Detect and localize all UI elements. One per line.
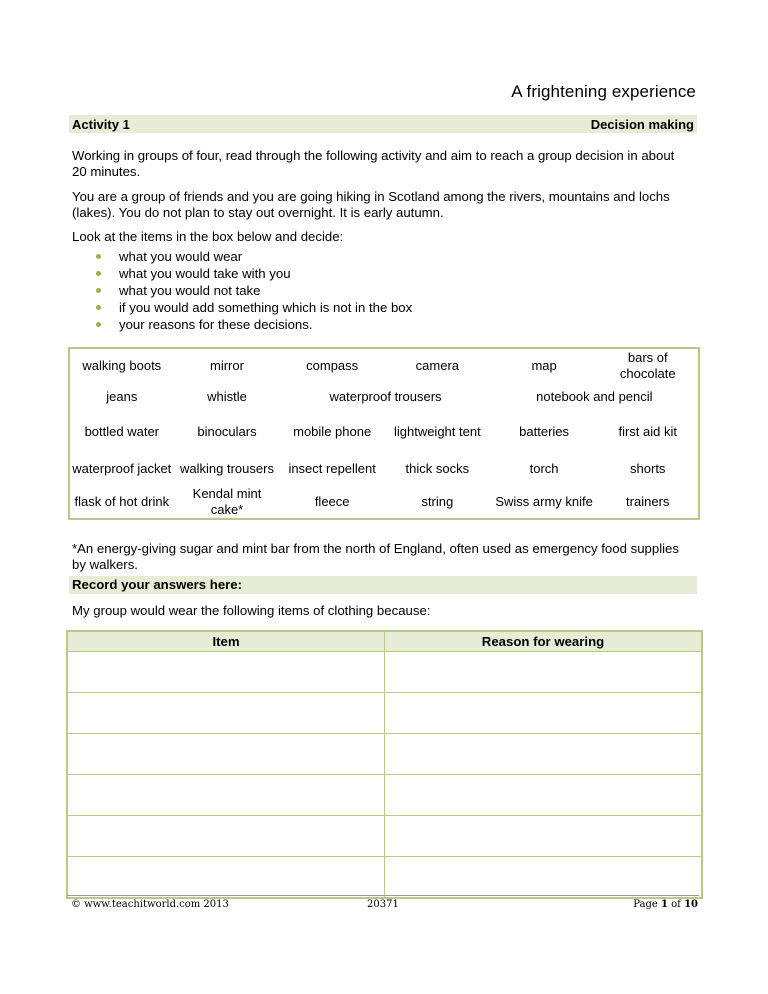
answers-table bbox=[66, 630, 703, 899]
item-answer-cell[interactable] bbox=[67, 693, 385, 734]
item-answer-cell[interactable] bbox=[67, 775, 385, 816]
list-item: what you would take with you bbox=[96, 265, 412, 282]
item-cell: bars of chocolate bbox=[619, 350, 676, 381]
item-cell: walking trousers bbox=[180, 461, 274, 476]
item-cell: mobile phone bbox=[293, 424, 372, 439]
item-cell: binoculars bbox=[197, 424, 257, 439]
item-cell: waterproof trousers bbox=[329, 389, 442, 404]
record-answers-heading: Record your answers here: bbox=[69, 576, 697, 594]
items-row bbox=[70, 411, 698, 453]
list-item: what you would not take bbox=[96, 282, 412, 299]
table-row bbox=[67, 652, 702, 693]
list-item: your reasons for these decisions. bbox=[96, 316, 412, 333]
items-row bbox=[70, 485, 698, 519]
items-table bbox=[70, 349, 698, 519]
items-box bbox=[68, 347, 700, 520]
reason-answer-cell[interactable] bbox=[385, 857, 703, 899]
footer-page-number: Page 1 of 10 bbox=[633, 899, 698, 910]
task-paragraph: Look at the items in the box below and decide: bbox=[72, 229, 344, 244]
footer-code: 20371 bbox=[367, 899, 399, 910]
item-answer-cell[interactable] bbox=[67, 857, 385, 899]
item-cell: notebook and pencil bbox=[536, 389, 653, 404]
item-cell: mirror bbox=[210, 358, 244, 373]
footer-divider bbox=[67, 895, 699, 896]
reason-answer-cell[interactable] bbox=[385, 775, 703, 816]
activity-type: Decision making bbox=[590, 116, 694, 132]
item-answer-cell[interactable] bbox=[67, 734, 385, 775]
reason-answer-cell[interactable] bbox=[385, 652, 703, 693]
item-cell: waterproof jacket bbox=[72, 461, 172, 476]
item-cell: torch bbox=[529, 461, 559, 476]
items-row bbox=[70, 453, 698, 485]
item-cell: lightweight tent bbox=[393, 424, 481, 439]
item-cell: trainers bbox=[626, 494, 670, 509]
item-answer-cell[interactable] bbox=[67, 652, 385, 693]
item-cell: map bbox=[531, 358, 557, 373]
items-row bbox=[70, 383, 698, 411]
item-cell: string bbox=[421, 494, 454, 509]
reason-answer-cell[interactable] bbox=[385, 816, 703, 857]
item-cell: walking boots bbox=[82, 358, 162, 373]
activity-header-bar bbox=[69, 115, 697, 133]
bullet-icon bbox=[96, 288, 101, 293]
item-answer-cell[interactable] bbox=[67, 816, 385, 857]
reason-answer-cell[interactable] bbox=[385, 734, 703, 775]
item-cell: bottled water bbox=[84, 424, 160, 439]
table-row bbox=[67, 693, 702, 734]
items-row bbox=[70, 349, 698, 383]
table-row bbox=[67, 734, 702, 775]
clothing-prompt: My group would wear the following items of clothing because: bbox=[72, 603, 431, 618]
item-cell: camera bbox=[415, 358, 460, 373]
item-cell: compass bbox=[306, 358, 359, 373]
decision-list bbox=[96, 248, 412, 333]
item-cell: shorts bbox=[630, 461, 666, 476]
answers-header-row bbox=[67, 631, 702, 652]
footnote: *An energy-giving sugar and mint bar from the north of England, often used as emergency food supplies by walkers. bbox=[72, 541, 679, 572]
item-cell: Kendal mint cake* bbox=[192, 486, 262, 517]
item-cell: first aid kit bbox=[618, 424, 677, 439]
item-column-header: Item bbox=[67, 631, 385, 652]
bullet-icon bbox=[96, 322, 101, 327]
table-row bbox=[67, 857, 702, 899]
item-cell: fleece bbox=[314, 494, 350, 509]
footer-copyright: © www.teachitworld.com 2013 bbox=[71, 899, 229, 910]
bullet-icon bbox=[96, 254, 101, 259]
item-cell: whistle bbox=[207, 389, 247, 404]
instructions-paragraph: Working in groups of four, read through the following activity and aim to reach a group decision in about 20 minutes. bbox=[72, 148, 675, 179]
table-row bbox=[67, 775, 702, 816]
scenario-paragraph: You are a group of friends and you are going hiking in Scotland among the rivers, mountains and lochs (lakes). You do not plan to stay out overnight. It is early autumn. bbox=[72, 189, 670, 220]
list-item: what you would wear bbox=[96, 248, 412, 265]
reason-answer-cell[interactable] bbox=[385, 693, 703, 734]
item-cell: Swiss army knife bbox=[495, 494, 593, 509]
item-cell: batteries bbox=[519, 424, 570, 439]
bullet-icon bbox=[96, 305, 101, 310]
item-cell: flask of hot drink bbox=[74, 494, 170, 509]
item-cell: insect repellent bbox=[288, 461, 376, 476]
item-cell: jeans bbox=[106, 389, 138, 404]
item-cell: thick socks bbox=[405, 461, 470, 476]
bullet-icon bbox=[96, 271, 101, 276]
document-title: A frightening experience bbox=[511, 82, 696, 101]
activity-label: Activity 1 bbox=[72, 116, 130, 132]
table-row bbox=[67, 816, 702, 857]
reason-column-header: Reason for wearing bbox=[385, 631, 703, 652]
list-item: if you would add something which is not in the box bbox=[96, 299, 412, 316]
